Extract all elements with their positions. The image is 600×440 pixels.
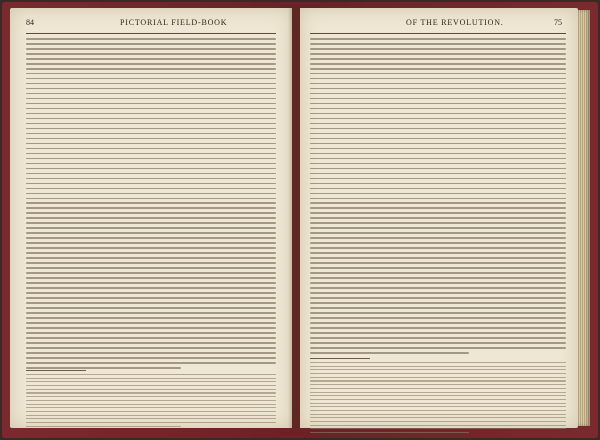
right-body-text <box>310 38 566 357</box>
left-page-number: 84 <box>26 18 34 27</box>
left-page <box>10 8 292 428</box>
right-header-rule <box>310 33 566 34</box>
book-page-edges <box>578 10 590 426</box>
left-body-text <box>26 38 276 372</box>
right-footnotes <box>310 362 566 436</box>
left-footnote-rule <box>26 370 86 371</box>
right-page-number: 75 <box>554 18 562 27</box>
left-footnotes <box>26 374 276 429</box>
left-running-title: PICTORIAL FIELD-BOOK <box>120 18 228 27</box>
right-footnote-rule <box>310 358 370 359</box>
right-running-title: OF THE REVOLUTION. <box>406 18 504 27</box>
left-header-rule <box>26 33 276 34</box>
right-page <box>300 8 578 428</box>
